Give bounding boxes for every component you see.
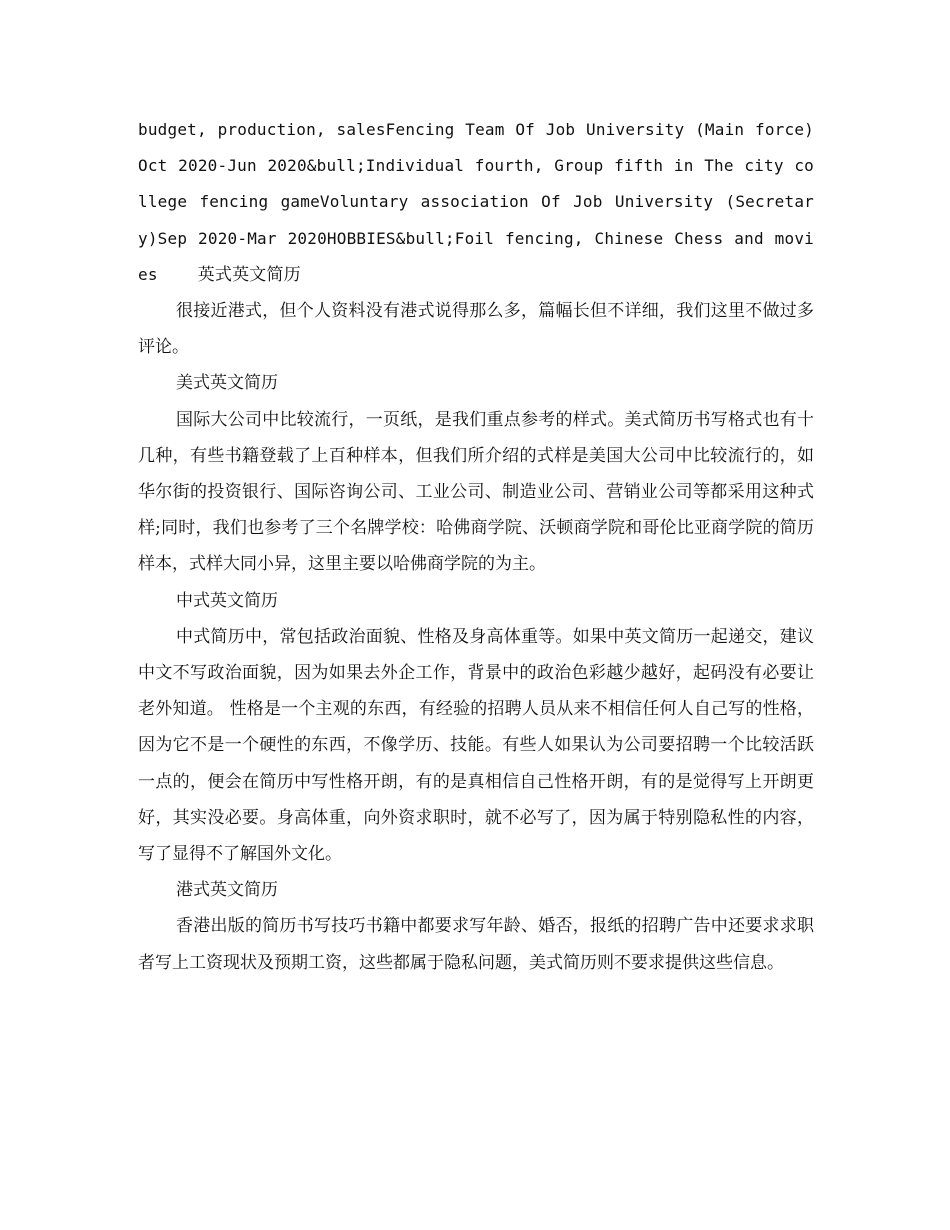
paragraph-british-resume-comment: 很接近港式，但个人资料没有港式说得那么多，篇幅长但不详细，我们这里不做过多评论。 xyxy=(138,301,814,358)
english-text: budget, production, salesFencing Team Of Job University (Main force)Oct 2020-Jun 2020&bull;Individual fourth, Group fifth in The city college fencing gameVoluntary association Of Job University (Secretary)Sep 2020-Mar 2020HOBBIES&bull;Foil fencing, Chinese Chess and movies xyxy=(138,120,814,284)
paragraph-english-resume-tail xyxy=(138,112,814,293)
heading-us-resume: 美式英文简历 xyxy=(176,373,278,394)
section-label-british-resume: 英式英文简历 xyxy=(197,264,301,285)
paragraph-hk-resume: 香港出版的简历书写技巧书籍中都要求写年龄、婚否，报纸的招聘广告中还要求求职者写上工资现状及预期工资，这些都属于隐私问题，美式简历则不要求提供这些信息。 xyxy=(138,916,814,973)
heading-chinese-resume: 中式英文简历 xyxy=(176,590,278,611)
paragraph-us-resume: 国际大公司中比较流行，一页纸，是我们重点参考的样式。美式简历书写格式也有十几种，有些书籍登载了上百种样本，但我们所介绍的式样是美国大公司中比较流行的，如华尔街的投资银行、国际咨询公司、工业公司、制造业公司、营销业公司等都采用这种式样;同时，我们也参考了三个名牌学校：哈佛商学院、沃顿商学院和哥伦比亚商学院的简历样本，式样大同小异，这里主要以哈佛商学院的为主。 xyxy=(138,409,814,575)
heading-hk-resume: 港式英文简历 xyxy=(176,880,278,901)
document-page xyxy=(138,112,814,981)
paragraph-chinese-resume: 中式简历中，常包括政治面貌、性格及身高体重等。如果中英文简历一起递交，建议中文不写政治面貌，因为如果去外企工作，背景中的政治色彩越少越好，起码没有必要让老外知道。 性格是一个主观的东西，有经验的招聘人员从来不相信任何人自己写的性格，因为它不是一个硬性的东西，不像学历、技能。有些人如果认为公司要招聘一个比较活跃一点的，便会在简历中写性格开朗，有的是真相信自己性格开朗，有的是觉得写上开朗更好，其实没必要。身高体重，向外资求职时，就不必写了，因为属于特别隐私性的内容，写了显得不了解国外文化。 xyxy=(138,626,814,865)
